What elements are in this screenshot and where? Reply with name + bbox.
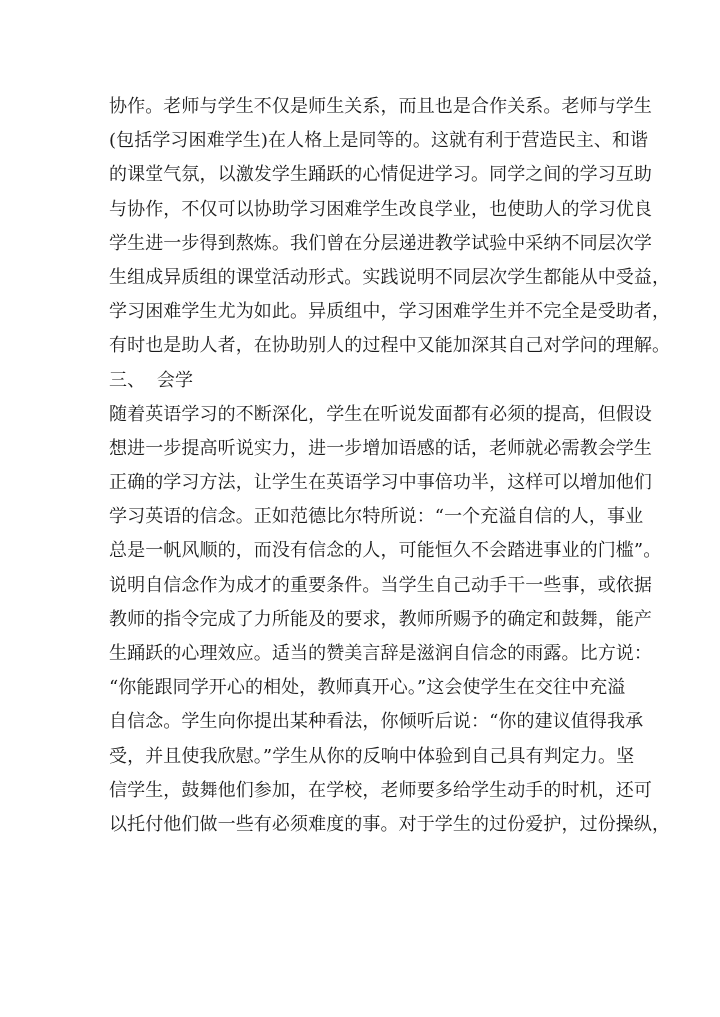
text-line: 的课堂气氛，以激发学生踊跃的心情促进学习。同学之间的学习互助 [109, 164, 652, 186]
body-text [109, 90, 671, 842]
text-line: 学习英语的信念。正如范德比尔特所说：“一个充溢自信的人，事业 [109, 506, 644, 528]
text-line: 教师的指令完成了力所能及的要求，教师所赐予的确定和鼓舞，能产 [109, 608, 652, 630]
text-line: 协作。老师与学生不仅是师生关系，而且也是合作关系。老师与学生 [109, 96, 652, 117]
text-line: 有时也是助人者，在协助别人的过程中又能加深其自己对学问的理解。 [109, 335, 671, 357]
text-line: “你能跟同学开心的相处，教师真开心。”这会使学生在交往中充溢 [109, 677, 626, 699]
text-line: 正确的学习方法，让学生在英语学习中事倍功半，这样可以增加他们 [109, 472, 652, 494]
text-line: 受，并且使我欣慰。”学生从你的反响中体验到自己具有判定力。坚 [109, 745, 635, 767]
text-line: 自信念。学生向你提出某种看法，你倾听后说：“你的建议值得我承 [109, 711, 644, 733]
text-line: 生组成异质组的课堂活动形式。实践说明不同层次学生都能从中受益， [109, 266, 671, 288]
text-line: (包括学习困难学生)在人格上是同等的。这就有利于营造民主、和谐 [109, 130, 649, 152]
section-heading: 三、 会学 [109, 369, 194, 391]
text-line: 说明自信念作为成才的重要条件。当学生自己动手干一些事，或依据 [109, 574, 652, 596]
text-line: 学习困难学生尤为如此。异质组中，学习困难学生并不完全是受助者， [109, 301, 671, 323]
text-line: 随着英语学习的不断深化，学生在听说发面都有必须的提高，但假设 [109, 403, 652, 425]
text-line: 生踊跃的心理效应。适当的赞美言辞是滋润自信念的雨露。比方说： [109, 643, 652, 664]
text-line: 与协作，不仅可以协助学习困难学生改良学业，也使助人的学习优良 [109, 198, 652, 220]
text-line: 以托付他们做一些有必须难度的事。对于学生的过份爱护，过份操纵， [109, 813, 671, 835]
text-line: 学生进一步得到熬炼。我们曾在分层递进教学试验中采纳不同层次学 [109, 232, 652, 254]
text-line: 信学生，鼓舞他们参加，在学校，老师要多给学生动手的时机，还可 [109, 779, 652, 801]
text-line: 想进一步提高听说实力，进一步增加语感的话，老师就必需教会学生 [109, 437, 652, 459]
text-line: 总是一帆风顺的，而没有信念的人，可能恒久不会踏进事业的门槛”。 [109, 540, 662, 562]
